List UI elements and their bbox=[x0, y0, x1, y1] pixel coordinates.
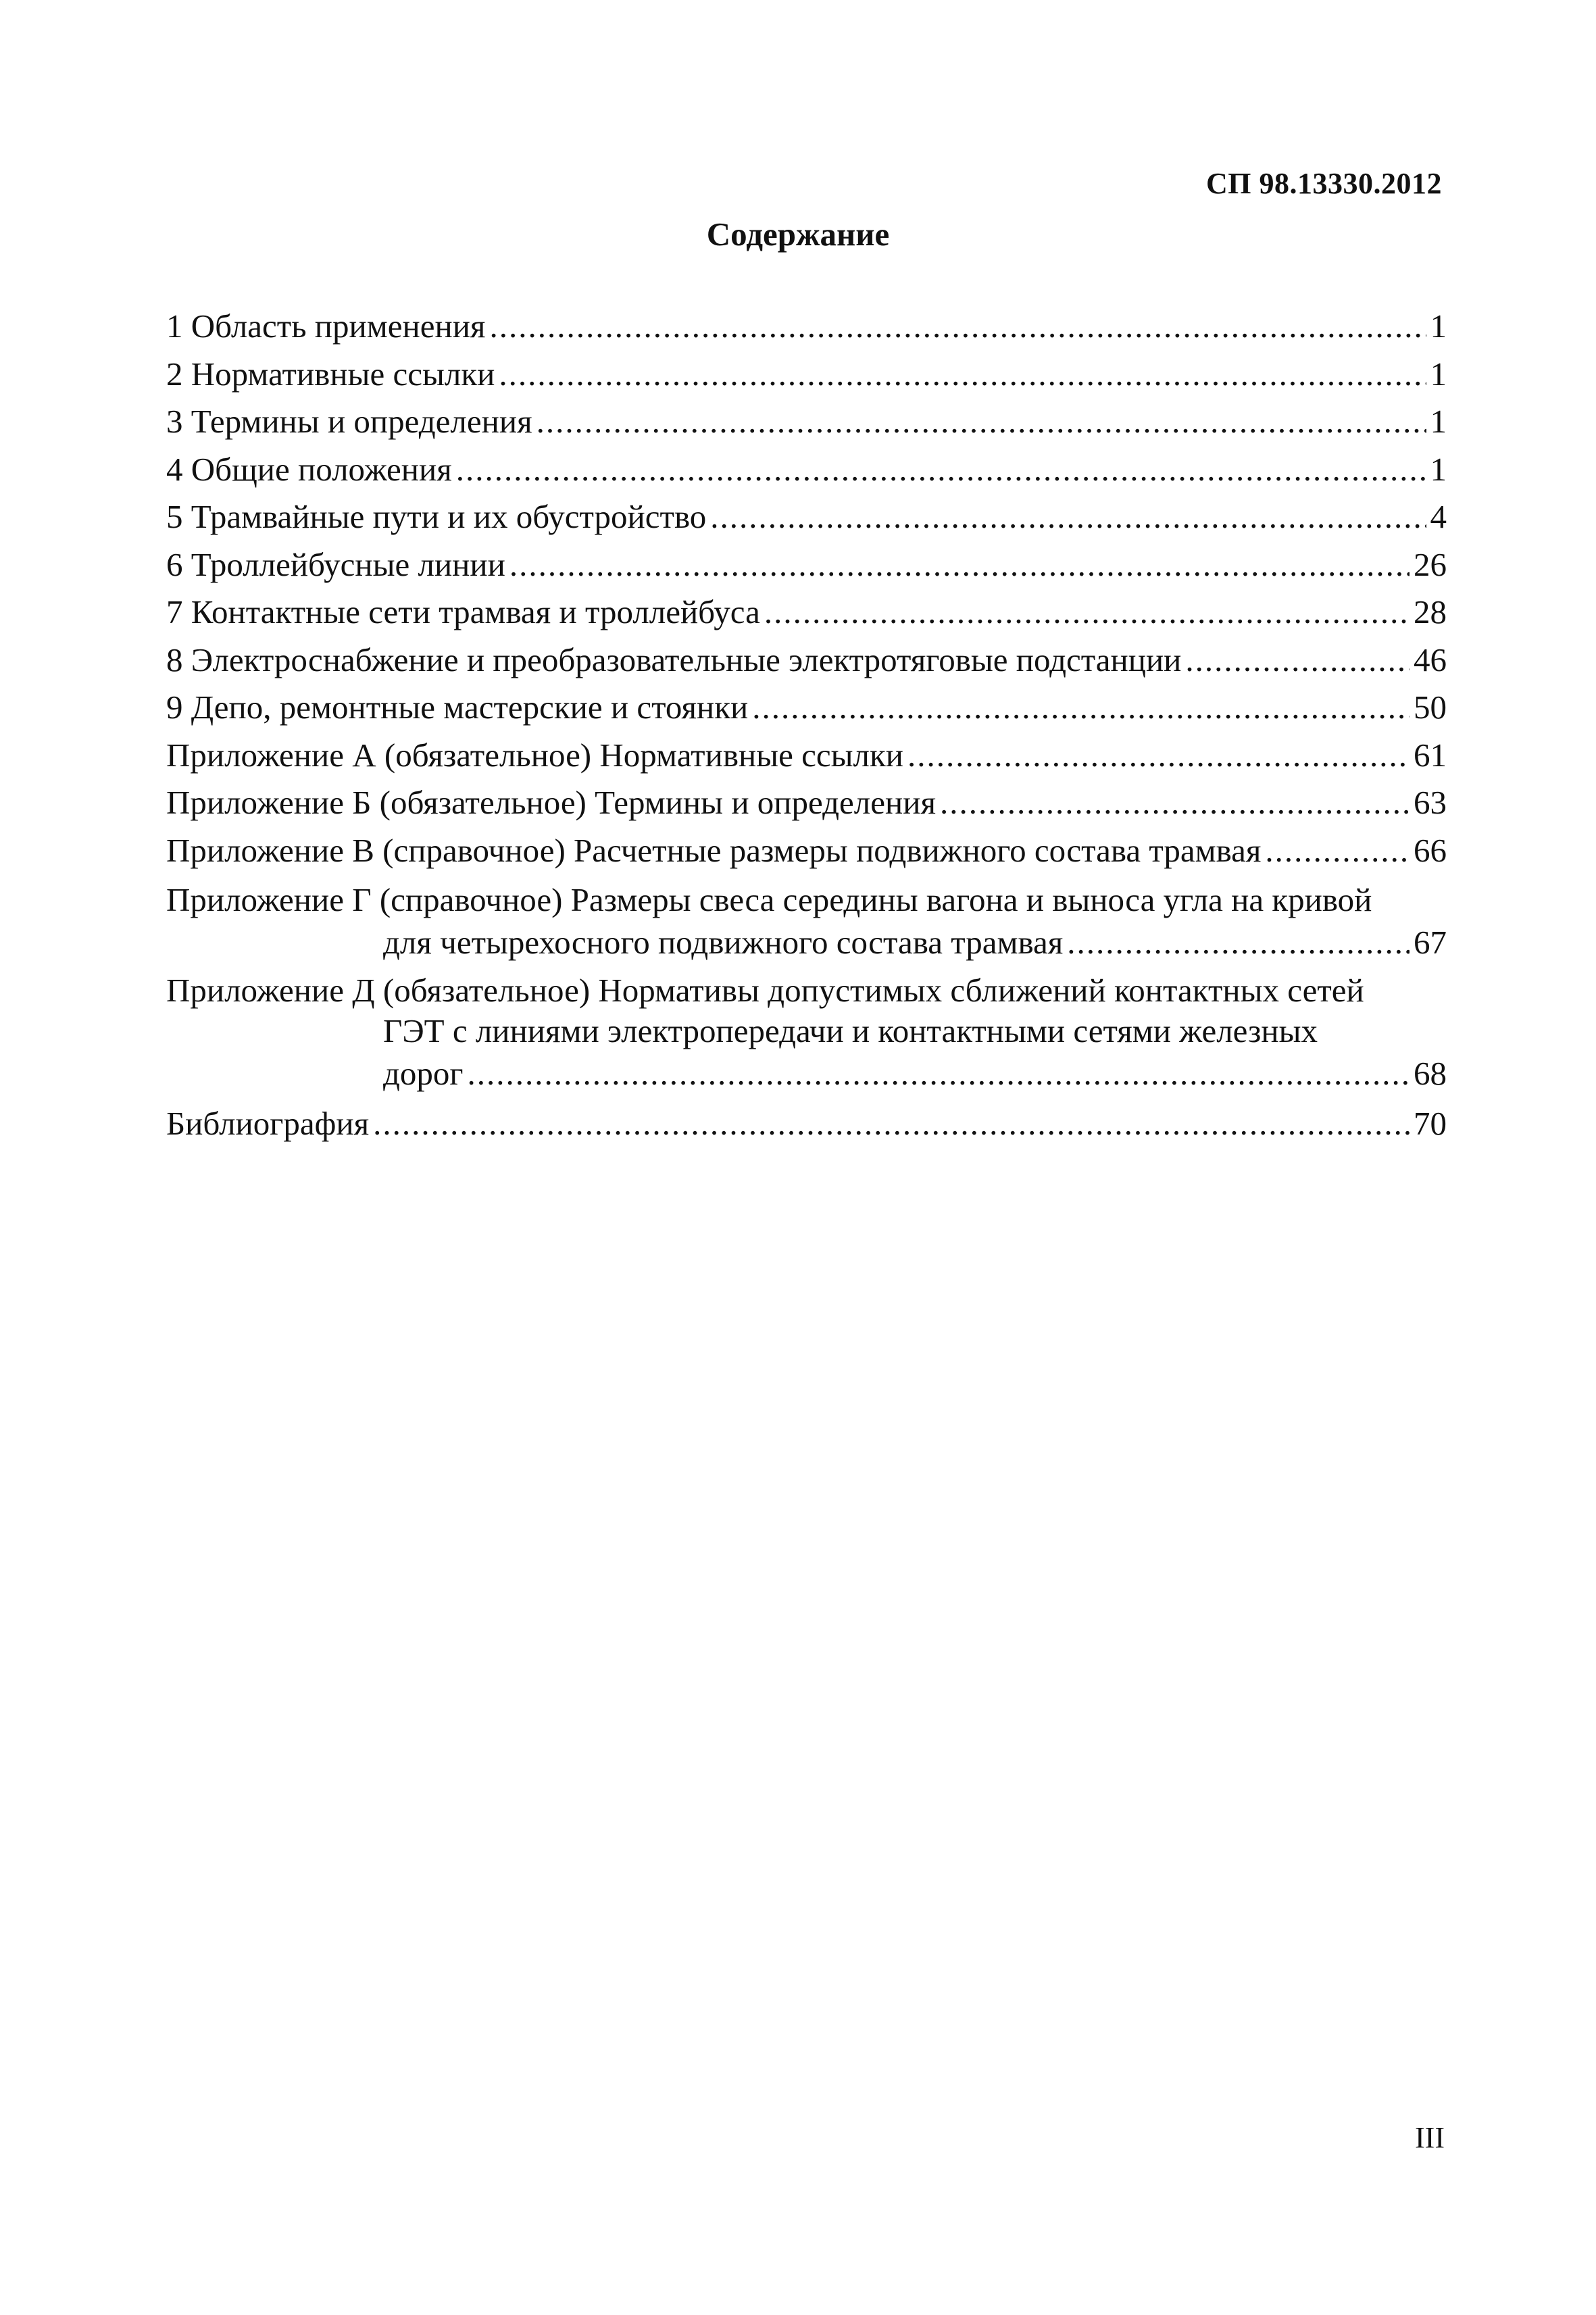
toc-entry-page: 68 bbox=[1414, 1055, 1447, 1092]
toc-entry[interactable] bbox=[166, 827, 1447, 875]
toc-dot-leader bbox=[537, 398, 1426, 446]
table-of-contents bbox=[166, 303, 1447, 1148]
toc-entry-title: 2 Нормативные ссылки bbox=[166, 355, 495, 393]
toc-dot-leader bbox=[764, 589, 1410, 637]
toc-entry[interactable] bbox=[166, 398, 1447, 446]
toc-entry-page: 26 bbox=[1414, 545, 1447, 583]
toc-entry-title: 8 Электроснабжение и преобразовательные электротяговые подстанции bbox=[166, 641, 1182, 678]
toc-dot-leader bbox=[1067, 920, 1410, 965]
toc-dot-leader bbox=[752, 684, 1410, 732]
toc-entry-page: 4 bbox=[1430, 498, 1447, 535]
toc-dot-leader bbox=[509, 541, 1410, 589]
toc-entry-page: 50 bbox=[1414, 689, 1447, 726]
toc-entry[interactable] bbox=[166, 589, 1447, 637]
toc-entry-title: Приложение А (обязательное) Нормативные ссылки bbox=[166, 736, 903, 774]
toc-entry-appendix-d[interactable] bbox=[166, 970, 1447, 1096]
toc-entry-page: 66 bbox=[1414, 831, 1447, 869]
toc-title: Содержание bbox=[706, 216, 890, 253]
toc-entry-bibliography[interactable] bbox=[166, 1100, 1447, 1148]
toc-entry[interactable] bbox=[166, 541, 1447, 589]
toc-entry[interactable] bbox=[166, 303, 1447, 351]
toc-dot-leader bbox=[1265, 827, 1410, 875]
toc-entry-title-line: Приложение Д (обязательное) Нормативы допустимых сближений контактных сетей bbox=[166, 972, 1364, 1009]
toc-entry-page: 46 bbox=[1414, 641, 1447, 678]
toc-entry[interactable] bbox=[166, 351, 1447, 399]
toc-entry[interactable] bbox=[166, 779, 1447, 827]
toc-entry-page: 61 bbox=[1414, 736, 1447, 774]
toc-entry[interactable] bbox=[166, 684, 1447, 732]
toc-entry-title: Библиография bbox=[166, 1105, 370, 1142]
toc-dot-leader bbox=[940, 779, 1410, 827]
toc-entry-page: 1 bbox=[1430, 307, 1447, 345]
toc-entry-page: 67 bbox=[1414, 924, 1447, 961]
toc-entry[interactable] bbox=[166, 732, 1447, 780]
toc-entry-title: 4 Общие положения bbox=[166, 450, 452, 488]
toc-entry-title: Приложение В (справочное) Расчетные размеры подвижного состава трамвая bbox=[166, 831, 1262, 869]
toc-entry-page: 1 bbox=[1430, 355, 1447, 393]
toc-entry[interactable] bbox=[166, 446, 1447, 494]
toc-entry-page: 1 bbox=[1430, 403, 1447, 440]
document-code: СП 98.13330.2012 bbox=[1206, 167, 1442, 200]
toc-entry-page: 70 bbox=[1414, 1105, 1447, 1142]
toc-entry-appendix-g[interactable] bbox=[166, 880, 1447, 965]
toc-dot-leader bbox=[710, 493, 1426, 541]
toc-entry-title: 7 Контактные сети трамвая и троллейбуса bbox=[166, 593, 760, 630]
toc-entry-page: 28 bbox=[1414, 593, 1447, 630]
toc-entry-title: 5 Трамвайные пути и их обустройство bbox=[166, 498, 707, 535]
toc-entry[interactable] bbox=[166, 493, 1447, 541]
toc-dot-leader bbox=[489, 303, 1426, 351]
toc-dot-leader bbox=[468, 1051, 1410, 1096]
toc-entry-page: 63 bbox=[1414, 784, 1447, 821]
toc-dot-leader bbox=[456, 446, 1426, 494]
toc-entry-title: 1 Область применения bbox=[166, 307, 486, 345]
toc-entry-title: 3 Термины и определения bbox=[166, 403, 532, 440]
toc-entry-title-line: Приложение Г (справочное) Размеры свеса середины вагона и выноса угла на кривой bbox=[166, 881, 1372, 918]
toc-entry-title-line: дорог bbox=[383, 1055, 464, 1092]
toc-dot-leader bbox=[907, 732, 1410, 780]
toc-entry-title: Приложение Б (обязательное) Термины и определения bbox=[166, 784, 936, 821]
toc-dot-leader bbox=[1185, 637, 1410, 684]
toc-entry-title-line: для четырехосного подвижного состава трамвая bbox=[383, 924, 1064, 961]
toc-entry-title: 9 Депо, ремонтные мастерские и стоянки bbox=[166, 689, 749, 726]
toc-dot-leader bbox=[373, 1100, 1410, 1148]
toc-entry[interactable] bbox=[166, 637, 1447, 684]
toc-entry-title: 6 Троллейбусные линии bbox=[166, 545, 505, 583]
toc-entry-page: 1 bbox=[1430, 450, 1447, 488]
toc-entry-title-line: ГЭТ с линиями электропередачи и контактными сетями железных bbox=[383, 1012, 1318, 1049]
toc-dot-leader bbox=[499, 351, 1426, 399]
page-number: III bbox=[1415, 2121, 1445, 2154]
